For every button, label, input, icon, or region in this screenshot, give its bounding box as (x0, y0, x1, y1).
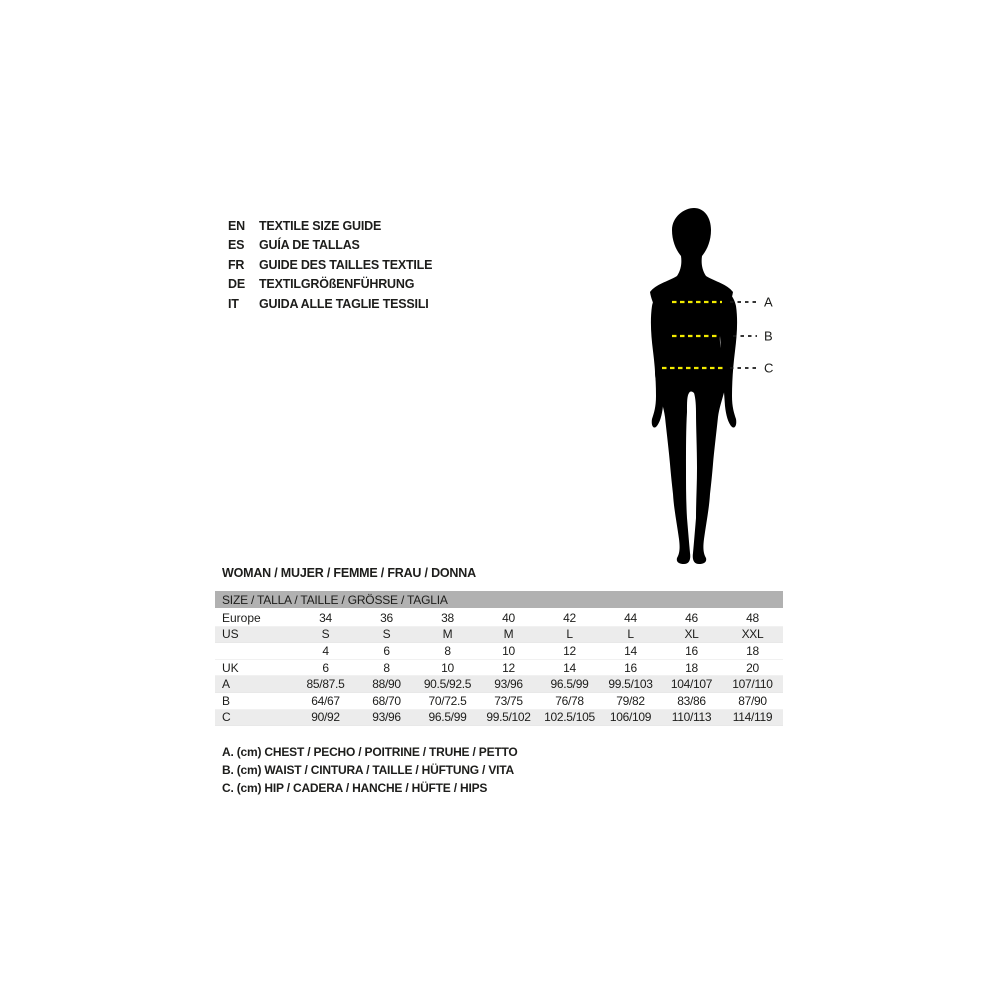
language-code: IT (228, 296, 239, 311)
table-cell: 18 (685, 660, 698, 675)
table-cell: 99.5/102 (486, 710, 531, 725)
row-label: C (222, 710, 231, 725)
size-table (215, 591, 783, 726)
language-row-es (228, 236, 432, 256)
row-label: US (222, 627, 239, 642)
language-list (228, 216, 432, 314)
table-cell: 64/67 (311, 693, 340, 708)
table-cell: 102.5/105 (544, 710, 595, 725)
table-row-b (215, 693, 783, 710)
language-row-fr (228, 255, 432, 275)
table-cell: 99.5/103 (608, 677, 653, 692)
table-cell: M (503, 627, 514, 642)
measure-label-b: B (764, 328, 773, 344)
language-label: GUIDA ALLE TAGLIE TESSILI (259, 296, 429, 311)
table-cell: S (321, 627, 330, 642)
row-label: A (222, 677, 231, 692)
row-label: B (222, 693, 231, 708)
table-cell: XXL (741, 627, 764, 642)
table-cell: 34 (319, 610, 332, 625)
table-cell: 42 (563, 610, 576, 625)
table-row-europe (215, 610, 783, 627)
table-cell: 96.5/99 (550, 677, 589, 692)
legend-line-a: A. (cm) CHEST / PECHO / POITRINE / TRUHE / PETTO (222, 745, 518, 759)
measure-label-c: C (764, 360, 774, 376)
table-cell: M (442, 627, 453, 642)
table-cell: 4 (322, 643, 329, 658)
table-cell: 96.5/99 (428, 710, 467, 725)
table-cell: 90.5/92.5 (423, 677, 472, 692)
table-row-uk (215, 660, 783, 677)
table-cell: 12 (563, 643, 576, 658)
table-cell: 14 (624, 643, 637, 658)
table-cell: 38 (441, 610, 454, 625)
table-cell: 93/96 (494, 677, 523, 692)
table-cell: 107/110 (732, 677, 773, 692)
table-cell: 87/90 (738, 693, 767, 708)
language-code: ES (228, 238, 245, 253)
table-cell: 12 (502, 660, 515, 675)
table-cell: 8 (383, 660, 390, 675)
table-cell: 68/70 (372, 693, 401, 708)
table-cell: 40 (502, 610, 515, 625)
table-cell: 73/75 (494, 693, 523, 708)
table-cell: 10 (441, 660, 454, 675)
table-cell: 44 (624, 610, 637, 625)
table-row-us (215, 627, 783, 644)
table-cell: 20 (746, 660, 759, 675)
table-cell: 93/96 (372, 710, 401, 725)
language-row-en (228, 216, 432, 236)
legend-line-c: C. (cm) HIP / CADERA / HANCHE / HÜFTE / HIPS (222, 781, 488, 795)
woman-silhouette-icon (630, 200, 790, 570)
row-label: UK (222, 660, 239, 675)
table-cell: 85/87.5 (306, 677, 345, 692)
row-label: Europe (222, 610, 261, 625)
measurement-legend (222, 743, 518, 797)
table-cell: 36 (380, 610, 393, 625)
table-cell: 106/109 (609, 710, 652, 725)
table-cell: L (566, 627, 573, 642)
table-cell: L (627, 627, 634, 642)
language-code: EN (228, 218, 245, 233)
language-code: DE (228, 277, 245, 292)
table-cell: 114/119 (732, 710, 773, 725)
language-label: TEXTILGRÖßENFÜHRUNG (259, 277, 415, 292)
table-cell: 14 (563, 660, 576, 675)
table-cell: 110/113 (671, 710, 712, 725)
table-cell: 79/82 (616, 693, 645, 708)
table-cell: XL (684, 627, 699, 642)
table-cell: 70/72.5 (428, 693, 467, 708)
table-cell: 90/92 (311, 710, 340, 725)
table-cell: 8 (444, 643, 451, 658)
language-label: GUIDE DES TAILLES TEXTILE (259, 257, 433, 272)
language-code: FR (228, 257, 245, 272)
legend-line-b: B. (cm) WAIST / CINTURA / TAILLE / HÜFTUNG / VITA (222, 763, 514, 777)
figure-woman-silhouette (630, 200, 790, 570)
woman-heading: WOMAN / MUJER / FEMME / FRAU / DONNA (222, 566, 476, 580)
language-row-de (228, 275, 432, 295)
table-cell: 104/107 (670, 677, 713, 692)
table-cell: 16 (624, 660, 637, 675)
table-row (215, 643, 783, 660)
table-cell: 10 (502, 643, 515, 658)
measure-label-a: A (764, 294, 773, 310)
table-cell: 88/90 (372, 677, 401, 692)
table-cell: 76/78 (555, 693, 584, 708)
language-label: TEXTILE SIZE GUIDE (259, 218, 382, 233)
table-row-a (215, 676, 783, 693)
table-cell: 16 (685, 643, 698, 658)
size-table-header: SIZE / TALLA / TAILLE / GRÖSSE / TAGLIA (215, 591, 783, 610)
table-cell: 83/86 (677, 693, 706, 708)
table-row-c (215, 710, 783, 727)
table-cell: 6 (383, 643, 390, 658)
size-table-body (215, 610, 783, 726)
table-cell: S (382, 627, 391, 642)
table-cell: 18 (746, 643, 759, 658)
language-row-it (228, 294, 432, 314)
table-cell: 48 (746, 610, 759, 625)
language-label: GUÍA DE TALLAS (259, 238, 360, 253)
table-cell: 6 (322, 660, 329, 675)
table-cell: 46 (685, 610, 698, 625)
